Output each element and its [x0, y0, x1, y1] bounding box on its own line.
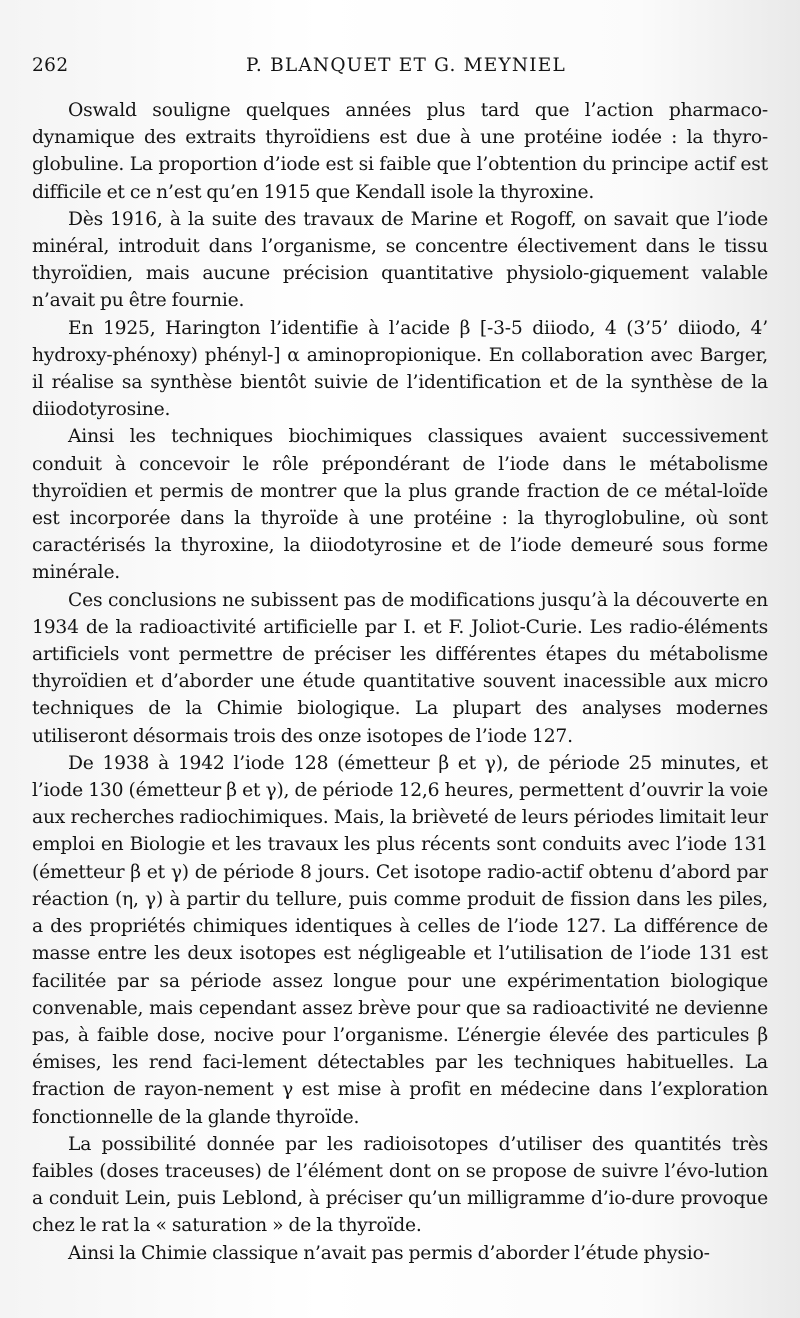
- paragraph: Ainsi les techniques biochimiques classiques avaient successivement conduit à concevoir le rôle prépondérant de l’iode dans le métabolisme thyroïdien et permis de montrer que la plus grande fraction de ce métal-loïde est incorporée dans la thyroïde à une protéine : la thyroglobuline, où sont caractérisés la thyroxine, la diiodotyrosine et de l’iode demeuré sous forme minérale.: [32, 426, 768, 584]
- paragraph: Ainsi la Chimie classique n’avait pas permis d’aborder l’étude physio-: [68, 1242, 710, 1264]
- paragraph: En 1925, Harington l’identifie à l’acide β [-3-5 diiodo, 4 (3’5’ diiodo, 4’ hydroxy-phénoxy) phényl-] α aminopropionique. En collaboration avec Barger, il réalise sa synthèse bientôt suivie de l’identification et de la synthèse de la diiodotyrosine.: [32, 317, 768, 421]
- body-text: [32, 97, 768, 1307]
- running-head-authors: P. BLANQUET ET G. MEYNIEL: [246, 55, 566, 76]
- running-head: [32, 55, 780, 85]
- paragraph: Dès 1916, à la suite des travaux de Marine et Rogoff, on savait que l’iode minéral, introduit dans l’organisme, se concentre électivement dans le tissu thyroïdien, mais aucune précision quantitative physiolo-giquement valable n’avait pu être fournie.: [32, 208, 768, 312]
- page-number: 262: [32, 55, 69, 76]
- paragraph: Oswald souligne quelques années plus tard que l’action pharmaco-dynamique des extraits thyroïdiens est due à une protéine iodée : la thyro-globuline. La proportion d’iode est si faible que l’obtention du principe actif est difficile et ce n’est qu’en 1915 que Kendall isole la thyroxine.: [32, 100, 768, 203]
- paragraph: La possibilité donnée par les radioisotopes d’utiliser des quantités très faibles (doses traceuses) de l’élément dont on se propose de suivre l’évo-lution a conduit Lein, puis Leblond, à préciser qu’un milligramme d’io-dure provoque chez le rat la « saturation » de la thyroïde.: [32, 1133, 768, 1237]
- paragraph: De 1938 à 1942 l’iode 128 (émetteur β et γ), de période 25 minutes, et l’iode 130 (émetteur β et γ), de période 12,6 heures, permettent d’ouvrir la voie aux recherches radiochimiques. Mais, la brièveté de leurs périodes limitait leur emploi en Biologie et les travaux les plus récents sont conduits avec l’iode 131 (émetteur β et γ) de période 8 jours. Cet isotope radio-actif obtenu d’abord par réaction (η, γ) à partir du tellure, puis comme produit de fission dans les piles, a des propriétés chimiques identiques à celles de l’iode 127. La différence de masse entre les deux isotopes est négligeable et l’utilisation de l’iode 131 est facilitée par sa période assez longue pour une expérimentation biologique convenable, mais cependant assez brève pour que sa radioactivité ne devienne pas, à faible dose, nocive pour l’organisme. L’énergie élevée des particules β émises, les rend faci-lement détectables par les techniques habituelles. La fraction de rayon-nement γ est mise à profit en médecine dans l’exploration fonctionnelle de la glande thyroïde.: [32, 752, 768, 1128]
- paragraph: Ces conclusions ne subissent pas de modifications jusqu’à la découverte en 1934 de la radioactivité artificielle par I. et F. Joliot-Curie. Les radio-éléments artificiels vont permettre de préciser les différentes étapes du métabolisme thyroïdien et d’aborder une étude quantitative souvent inacessible aux micro techniques de la Chimie biologique. La plupart des analyses modernes utiliseront désormais trois des onze isotopes de l’iode 127.: [32, 589, 768, 747]
